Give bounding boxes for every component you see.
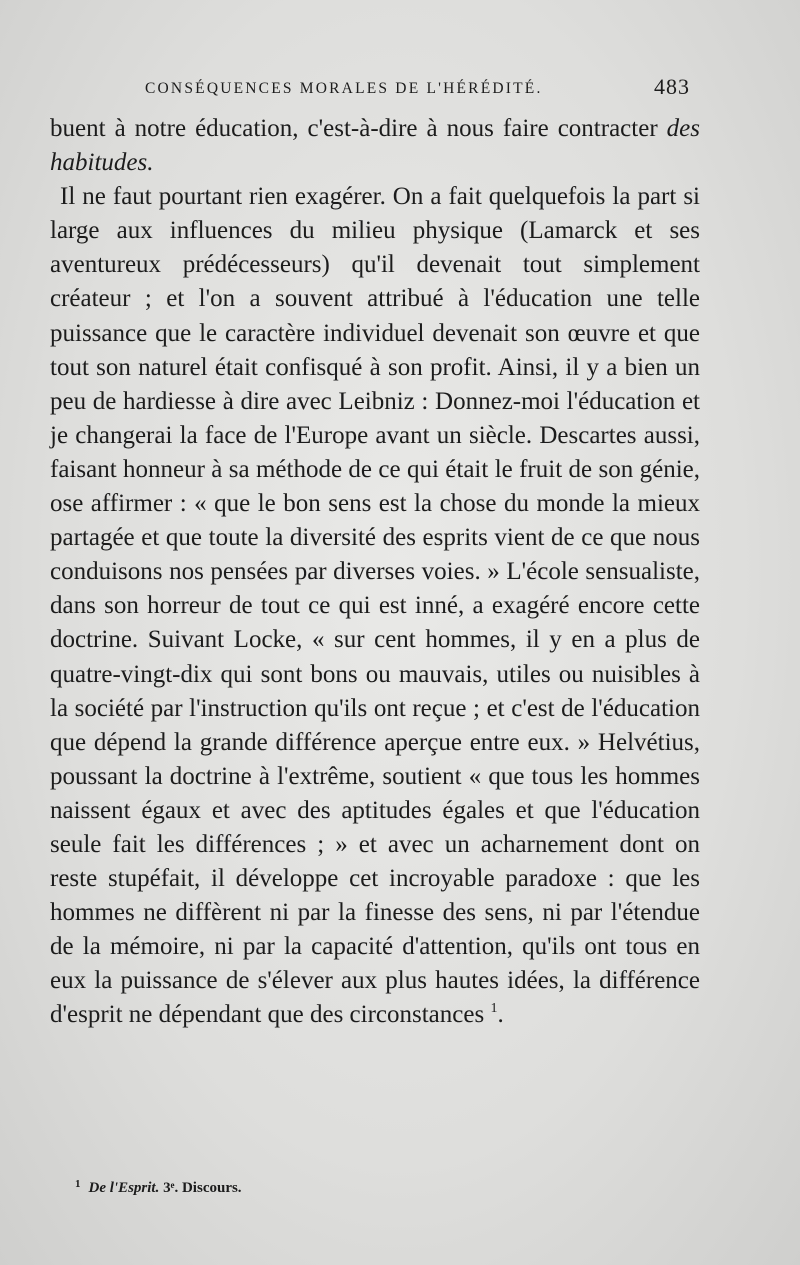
footnote bbox=[75, 1178, 242, 1197]
footnote-number: 1 bbox=[75, 1178, 81, 1190]
paragraph-continued bbox=[50, 112, 700, 180]
running-title: CONSÉQUENCES MORALES DE L'HÉRÉDITÉ. bbox=[145, 80, 543, 97]
paragraph-main bbox=[50, 180, 700, 1032]
footnote-title: De l'Esprit. bbox=[88, 1180, 160, 1196]
page-number: 483 bbox=[654, 74, 690, 99]
footnote-reference: 1 bbox=[490, 1001, 498, 1017]
paragraph-text: Il ne faut pourtant rien exagérer. On a fait quelquefois la part si large aux influences du milieu physique (Lamarck et ses aventureux prédécesseurs) qu'il devenait tout simplement créateur ; et l'on a souvent attribué à l'éducation une telle puissance que le caractère individuel devenait son œuvre et que tout son naturel était confisqué à son profit. Ainsi, il y a bien un peu de hardiesse à dire avec Leibniz : Donnez-moi l'éducation et je changerai la face de l'Europe avant un siècle. Descartes aussi, faisant honneur à sa méthode de ce qui était le fruit de son génie, ose affirmer : « que le bon sens est la chose du monde la mieux partagée et que toute la diversité des esprits vient de ce que nous conduisons nos pensées par diverses voies. » L'école sensualiste, dans son horreur de tout ce qui est inné, a exagéré encore cette doctrine. Suivant Locke, « sur cent hommes, il y en a plus de quatre-vingt-dix qui sont bons ou mauvais, utiles ou nuisibles à la société par l'instruction qu'ils ont reçue ; et c'est de l'éducation que dépend la grande différence aperçue entre eux. » Helvétius, poussant la doctrine à l'extrême, soutient « que tous les hommes naissent égaux et avec des aptitudes égales et que l'éducation seule fait les différences ; » et avec un acharnement dont on reste stupéfait, il développe cet incroyable paradoxe : que les hommes ne diffèrent ni par la finesse des sens, ni par l'étendue de la mémoire, ni par la capacité d'attention, qu'ils ont tous en eux la puissance de s'élever aux plus hautes idées, la différence d'esprit ne dépendant que des circonstances bbox=[50, 183, 700, 1029]
footnote-reference-text: 3ᵉ. Discours. bbox=[159, 1180, 242, 1196]
paragraph-end: . bbox=[497, 1001, 504, 1029]
italic-phrase: des habitudes. bbox=[50, 115, 700, 177]
body-text bbox=[50, 112, 700, 1033]
paragraph-text: buent à notre éducation, c'est-à-dire à nous faire contracter bbox=[50, 115, 667, 142]
running-head bbox=[145, 74, 690, 108]
